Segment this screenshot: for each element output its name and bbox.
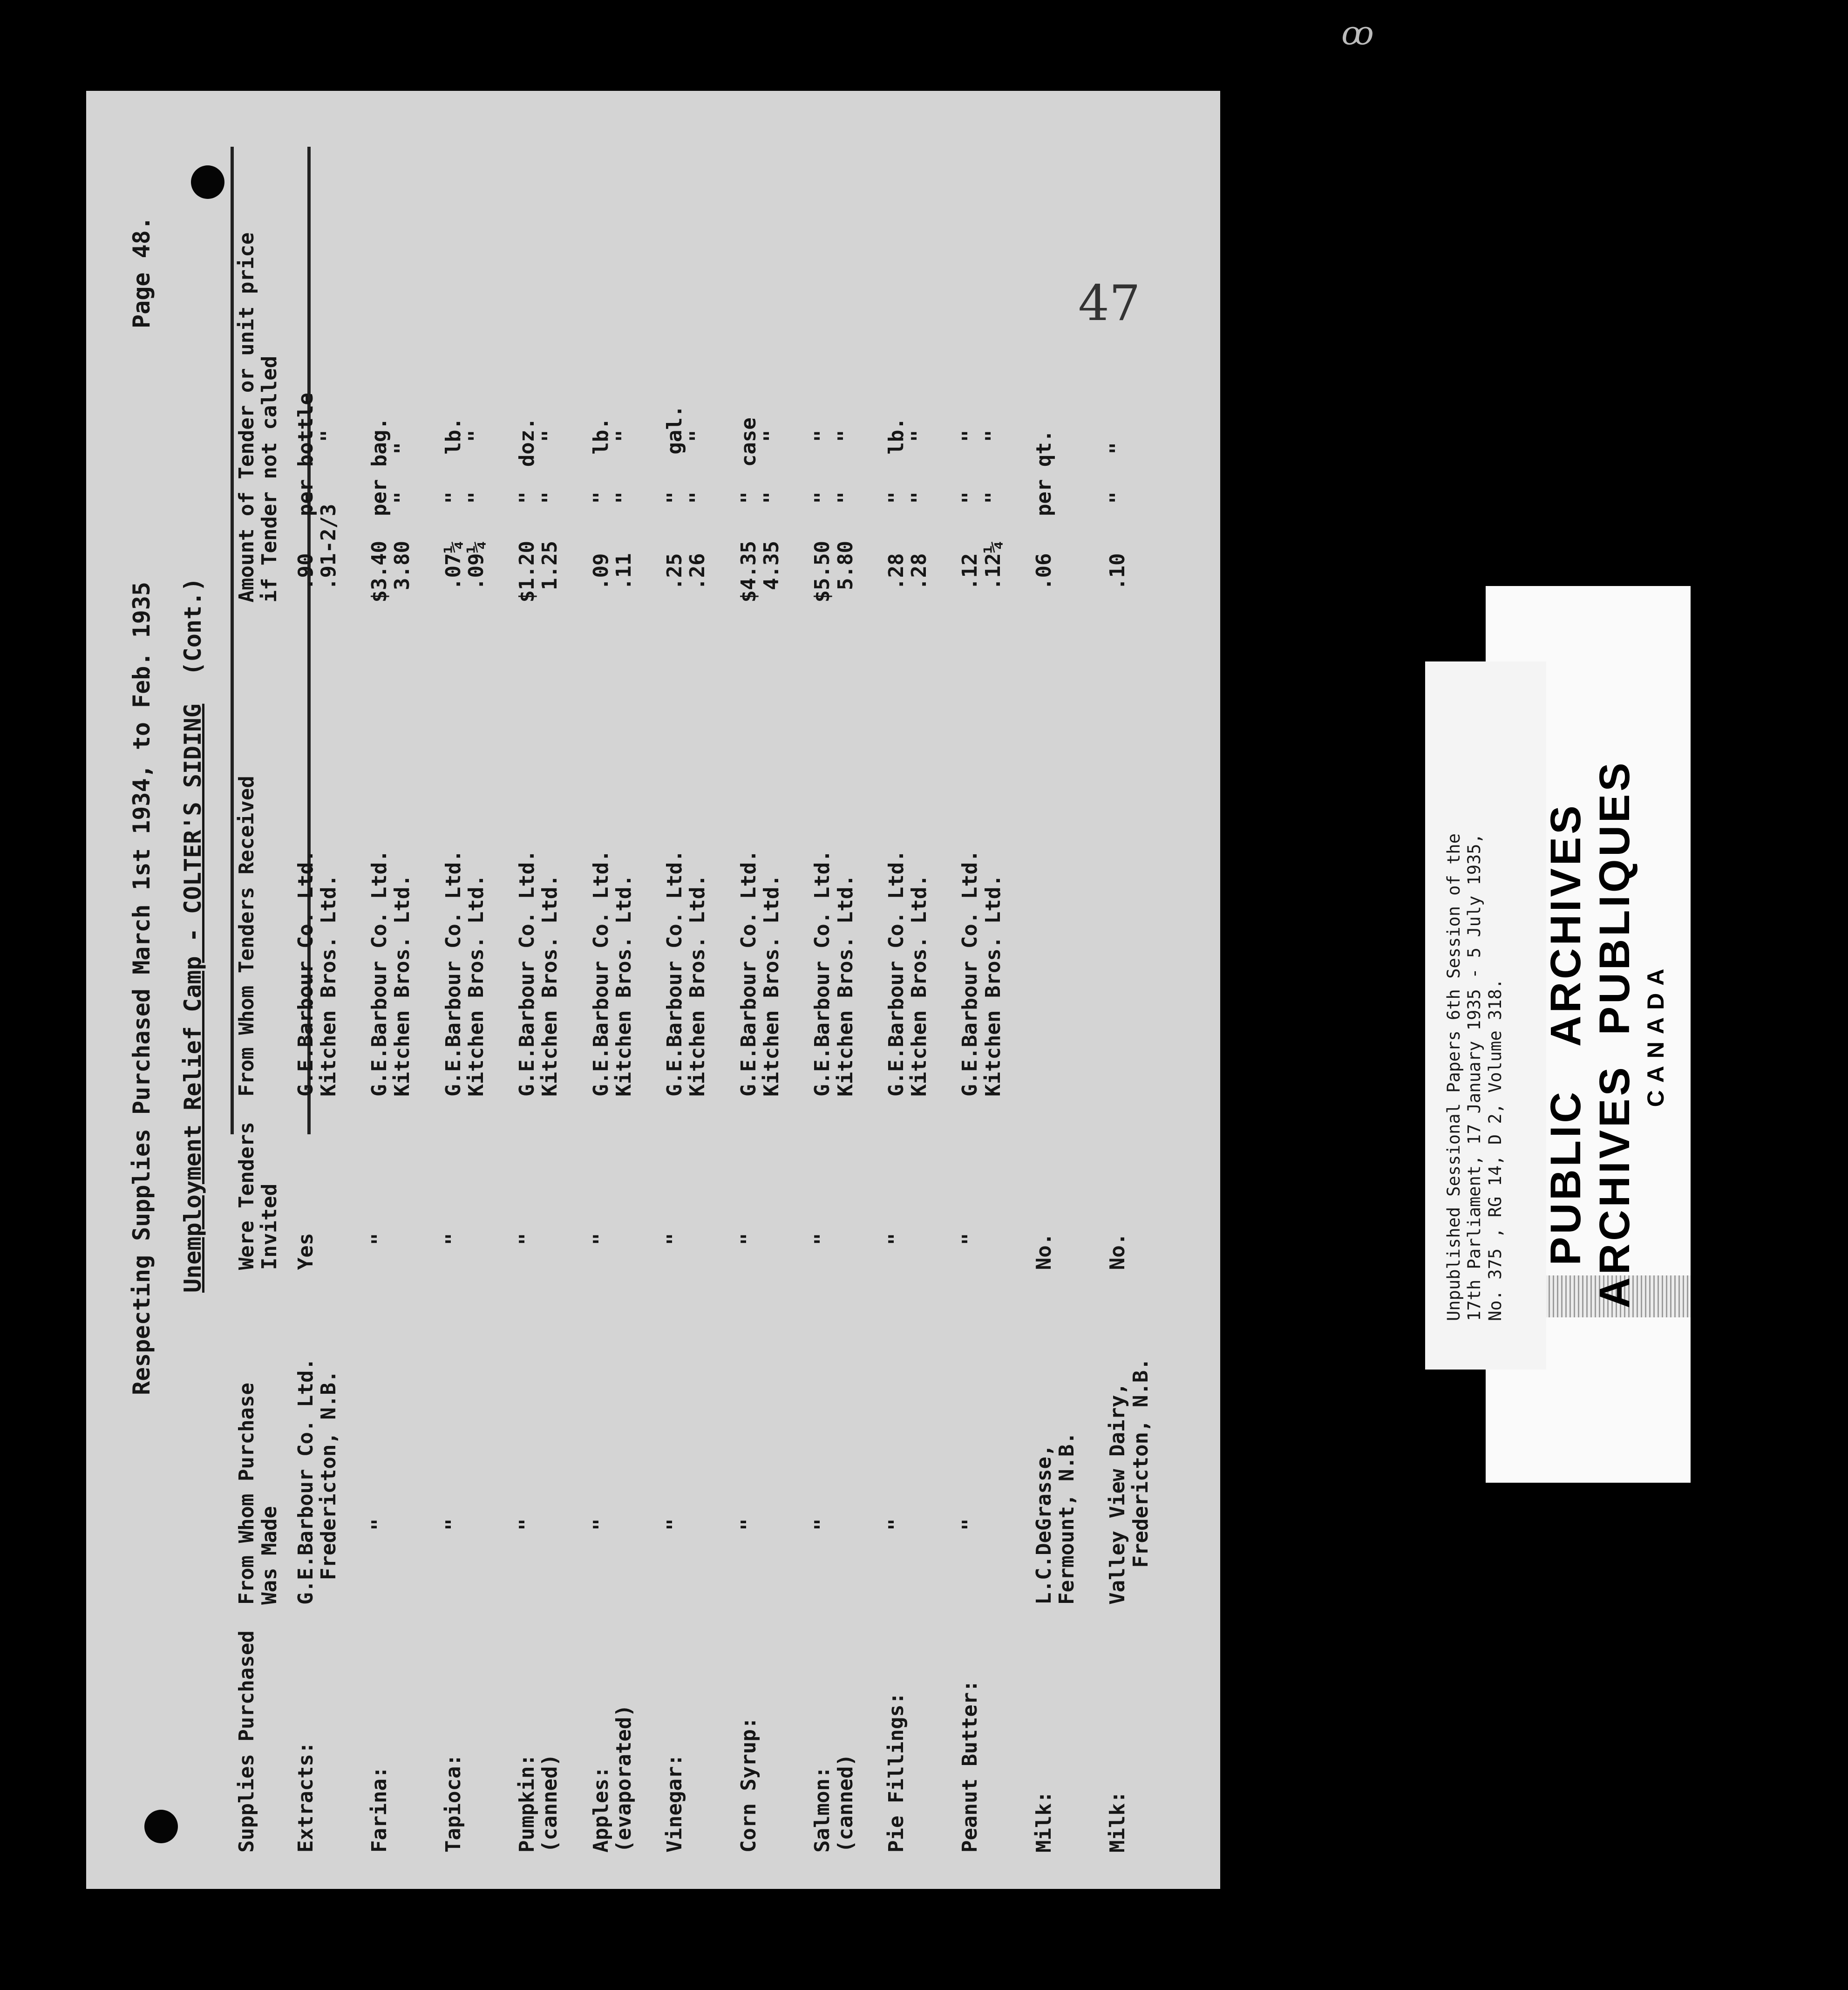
tenders-received: G.E.Barbour Co. Ltd. Kitchen Bros. Ltd. <box>810 850 857 1097</box>
purchased-from: " <box>589 1518 613 1605</box>
purchased-from: " <box>884 1518 908 1605</box>
tender-amount: .28 " lb. .28 " " <box>884 417 931 591</box>
tenders-received: G.E.Barbour Co. Ltd. Kitchen Bros. Ltd. <box>441 850 488 1097</box>
tenders-invited: " <box>367 1233 392 1270</box>
purchased-from: " <box>367 1518 392 1605</box>
table-row <box>1106 137 1180 1856</box>
col-supplies-purchased: Supplies Purchased <box>235 1630 258 1853</box>
stamp-line-english: PUBLIC ARCHIVES <box>1542 803 1590 1266</box>
provenance-line: Unpublished Sessional Papers 6th Session of the <box>1444 833 1464 1321</box>
supply-item: Milk: <box>1106 1791 1130 1853</box>
table-row <box>516 137 590 1856</box>
table-header <box>235 137 294 1856</box>
archives-stamp <box>1537 708 1677 1360</box>
provenance-label <box>1425 661 1546 1370</box>
tender-amount: .06 per qt. <box>1032 429 1056 603</box>
stamp-line-french: ARCHIVES PUBLIQUES <box>1591 760 1638 1308</box>
tender-amount: .90 per bottle .91-2/3 " <box>293 393 340 591</box>
tender-amount: .09 " lb. .11 " " <box>589 417 636 591</box>
continued-note: (Cont.) <box>179 577 206 676</box>
tenders-invited: " <box>958 1233 982 1270</box>
tender-amount: .07¼ " lb. .09¼ " " <box>441 417 488 591</box>
provenance-line: 17th Parliament, 17 January 1935 - 5 July 1935, <box>1464 833 1485 1321</box>
supply-item: Apples: (evaporated) <box>589 1704 636 1853</box>
table-row <box>294 137 368 1856</box>
table-row <box>958 137 1033 1856</box>
purchased-from: " <box>810 1518 835 1605</box>
purchased-from: Valley View Dairy, Fredericton, N.B. <box>1106 1358 1153 1605</box>
supply-item: Milk: <box>1032 1791 1056 1853</box>
col-tenders-invited: Were Tenders Invited <box>235 1122 282 1270</box>
tenders-received: G.E.Barbour Co. Ltd. Kitchen Bros. Ltd. <box>515 850 562 1097</box>
document-title: Respecting Supplies Purchased March 1st 1934, to Feb. 1935 <box>128 582 155 1395</box>
tenders-invited: " <box>589 1233 613 1270</box>
tenders-received: G.E.Barbour Co. Ltd. Kitchen Bros. Ltd. <box>884 850 931 1097</box>
stamp-text <box>1537 708 1677 1360</box>
supply-item: Farina: <box>367 1766 392 1853</box>
purchased-from: L.C.DeGrasse, Fermount, N.B. <box>1032 1432 1079 1605</box>
table-row <box>737 137 811 1856</box>
supply-item: Salmon: (canned) <box>810 1754 857 1853</box>
tenders-received <box>1033 607 1107 1101</box>
col-amount: Amount of Tender or unit price if Tender not called <box>235 232 282 603</box>
tender-amount: $4.35 " case 4.35 " " <box>736 417 783 603</box>
document-sheet <box>86 91 1220 1889</box>
tenders-received: G.E.Barbour Co. Ltd. Kitchen Bros. Ltd. <box>367 850 414 1097</box>
purchased-from: " <box>663 1518 687 1605</box>
supply-item: Tapioca: <box>441 1754 465 1853</box>
provenance-line: No. 375 , RG 14, D 2, Volume 318. <box>1485 978 1505 1321</box>
tenders-invited: " <box>884 1233 908 1270</box>
tenders-received: G.E.Barbour Co. Ltd. Kitchen Bros. Ltd. <box>293 850 340 1097</box>
tender-amount: .12 " " .12¼ " " <box>958 429 1005 591</box>
table-row <box>885 137 959 1856</box>
supply-item: Pumpkin: (canned) <box>515 1754 562 1853</box>
table-row <box>663 137 737 1856</box>
table-row <box>590 137 664 1856</box>
supply-item: Peanut Butter: <box>958 1680 982 1853</box>
supply-item: Corn Syrup: <box>736 1717 761 1853</box>
supply-item: Vinegar: <box>663 1754 687 1853</box>
provenance-text <box>1425 661 1546 1332</box>
tender-amount: .10 " " <box>1106 442 1130 603</box>
handwritten-page-number: 47 <box>1078 275 1141 332</box>
tenders-received: G.E.Barbour Co. Ltd. Kitchen Bros. Ltd. <box>736 850 783 1097</box>
col-tenders-received: From Whom Tenders Received <box>235 776 258 1097</box>
tender-amount: $5.50 " " 5.80 " " <box>810 429 857 603</box>
table-row <box>811 137 885 1856</box>
tender-amount: $1.20 " doz. 1.25 " " <box>515 417 562 603</box>
header-rule-top <box>231 147 234 1134</box>
purchased-from: " <box>736 1518 761 1605</box>
stamp-line-country: CANADA <box>1643 961 1669 1107</box>
tenders-received: G.E.Barbour Co. Ltd. Kitchen Bros. Ltd. <box>958 850 1005 1097</box>
camp-name: Unemployment Relief Camp - COLTER'S SIDING <box>179 703 206 1293</box>
rotated-content <box>86 91 1220 1889</box>
table-row <box>368 137 442 1856</box>
purchased-from: " <box>515 1518 539 1605</box>
tenders-received <box>1106 607 1180 1101</box>
purchased-from: " <box>958 1518 982 1605</box>
tenders-invited: Yes <box>293 1233 318 1270</box>
supply-item: Extracts: <box>293 1741 318 1853</box>
tenders-received: G.E.Barbour Co. Ltd. Kitchen Bros. Ltd. <box>663 850 710 1097</box>
tender-amount: .25 " gal. .26 " " <box>663 405 710 591</box>
tenders-invited: " <box>441 1233 465 1270</box>
tenders-invited: No. <box>1106 1233 1130 1270</box>
page-label: Page 48. <box>128 216 155 328</box>
supplies-table <box>235 137 1180 1856</box>
tenders-invited: No. <box>1032 1233 1056 1270</box>
table-row <box>1033 137 1107 1856</box>
purchased-from: G.E.Barbour Co. Ltd. Fredericton, N.B. <box>293 1358 340 1605</box>
document-subtitle <box>179 578 206 1293</box>
stray-pencil-mark: ꝏ <box>1341 14 1374 52</box>
tenders-invited: " <box>810 1233 835 1270</box>
supply-item: Pie Fillings: <box>884 1692 908 1853</box>
tenders-invited: " <box>663 1233 687 1270</box>
tenders-invited: " <box>515 1233 539 1270</box>
col-from-whom-purchase: From Whom Purchase Was Made <box>235 1383 282 1605</box>
purchased-from: " <box>441 1518 465 1605</box>
tenders-received: G.E.Barbour Co. Ltd. Kitchen Bros. Ltd. <box>589 850 636 1097</box>
table-body <box>294 137 1180 1856</box>
table-row <box>442 137 516 1856</box>
tenders-invited: " <box>736 1233 761 1270</box>
tender-amount: $3.40 per bag. 3.80 " " <box>367 417 414 603</box>
